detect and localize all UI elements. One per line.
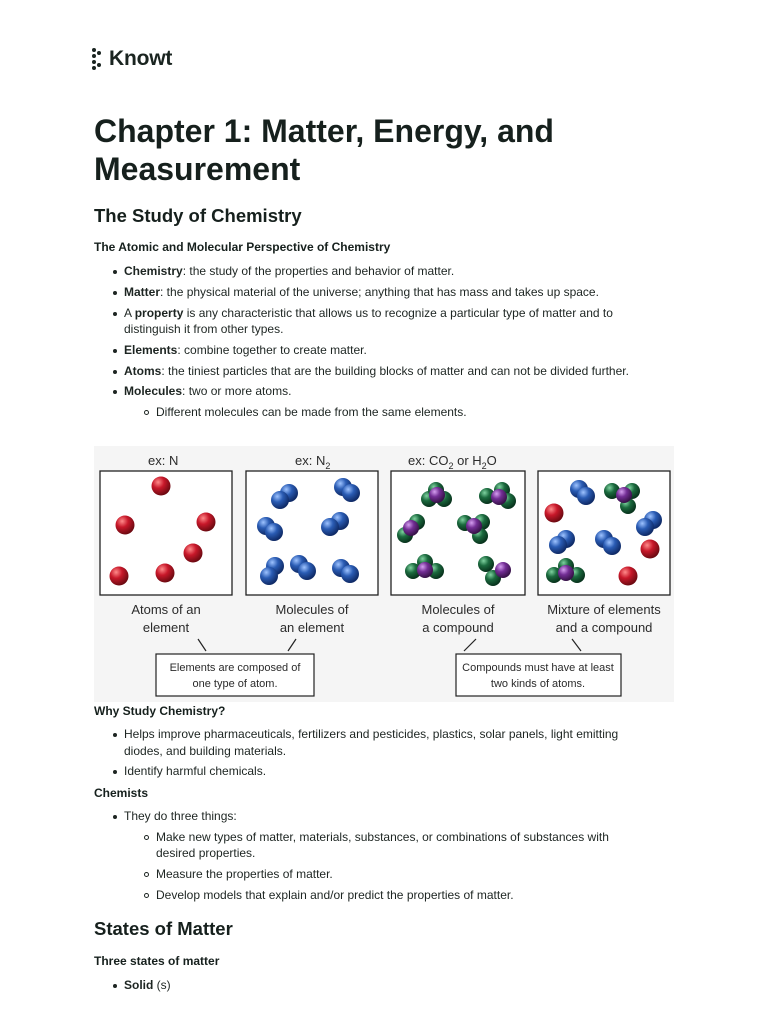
svg-text:two kinds of atoms.: two kinds of atoms. [490, 678, 586, 690]
list-item: Molecules: two or more atoms. [110, 383, 650, 400]
list-item: Chemistry: the study of the properties and behavior of matter. [110, 263, 650, 280]
definitions-list [110, 263, 650, 425]
svg-text:Compounds must have at least: Compounds must have at least [462, 662, 614, 674]
list-item: Atoms: the tiniest particles that are the building blocks of matter and can not be divided further. [110, 363, 650, 380]
svg-text:Elements are composed of: Elements are composed of [169, 662, 301, 674]
figure-label-n: ex: N [148, 453, 179, 468]
list-item: They do three things: [110, 808, 650, 825]
page-title: Chapter 1: Matter, Energy, and Measurement [94, 113, 554, 187]
why-list [110, 726, 650, 784]
sub-list-item: Make new types of matter, materials, substances, or combinations of substances with desired properties. [110, 829, 650, 862]
brand-name: Knowt [109, 47, 173, 70]
sub-list-item: Different molecules can be made from the same elements. [110, 404, 650, 421]
caption-atoms-of-element-2: element [142, 620, 190, 635]
subheading-atomic-perspective: The Atomic and Molecular Perspective of Chemistry [94, 240, 391, 254]
caption-atoms-of-element-1: Atoms of an [131, 602, 201, 617]
section-heading-states: States of Matter [94, 918, 233, 939]
list-item: Elements: combine together to create matter. [110, 342, 650, 359]
list-item: Matter: the physical material of the universe; anything that has mass and takes up space. [110, 284, 650, 301]
list-item: A property is any characteristic that allows us to recognize a particular type of matter and to distinguish it from other types. [110, 305, 650, 338]
caption-mixture-2: and a compound [555, 620, 653, 635]
subheading-three-states: Three states of matter [94, 954, 220, 968]
states-list [110, 977, 650, 998]
caption-molecules-of-compound-2: a compound [422, 620, 494, 635]
brand-logo[interactable] [92, 47, 172, 71]
svg-text:one type of atom.: one type of atom. [192, 678, 278, 690]
chemists-list [110, 808, 650, 908]
caption-molecules-of-element-2: an element [279, 620, 345, 635]
caption-molecules-of-element-1: Molecules of [275, 602, 349, 617]
list-item: Identify harmful chemicals. [110, 763, 650, 780]
caption-mixture-1: Mixture of elements [547, 602, 661, 617]
knowt-logo-icon [92, 48, 102, 70]
matter-diagram [94, 446, 674, 702]
caption-molecules-of-compound-1: Molecules of [421, 602, 495, 617]
sub-list-item: Develop models that explain and/or predict the properties of matter. [110, 887, 650, 904]
section-heading-study: The Study of Chemistry [94, 205, 302, 226]
subheading-chemists: Chemists [94, 786, 149, 800]
subheading-why-study: Why Study Chemistry? [94, 704, 226, 718]
figure-label-co2-h2o: ex: $CO_2$ or $H_2O$ [408, 453, 497, 471]
figure-label-n2: ex: $N_2$ [295, 453, 331, 471]
list-item: Solid (s) [110, 977, 650, 994]
sub-list-item: Measure the properties of matter. [110, 866, 650, 883]
list-item: Helps improve pharmaceuticals, fertilizers and pesticides, plastics, solar panels, light emitting diodes, and building materials. [110, 726, 650, 759]
